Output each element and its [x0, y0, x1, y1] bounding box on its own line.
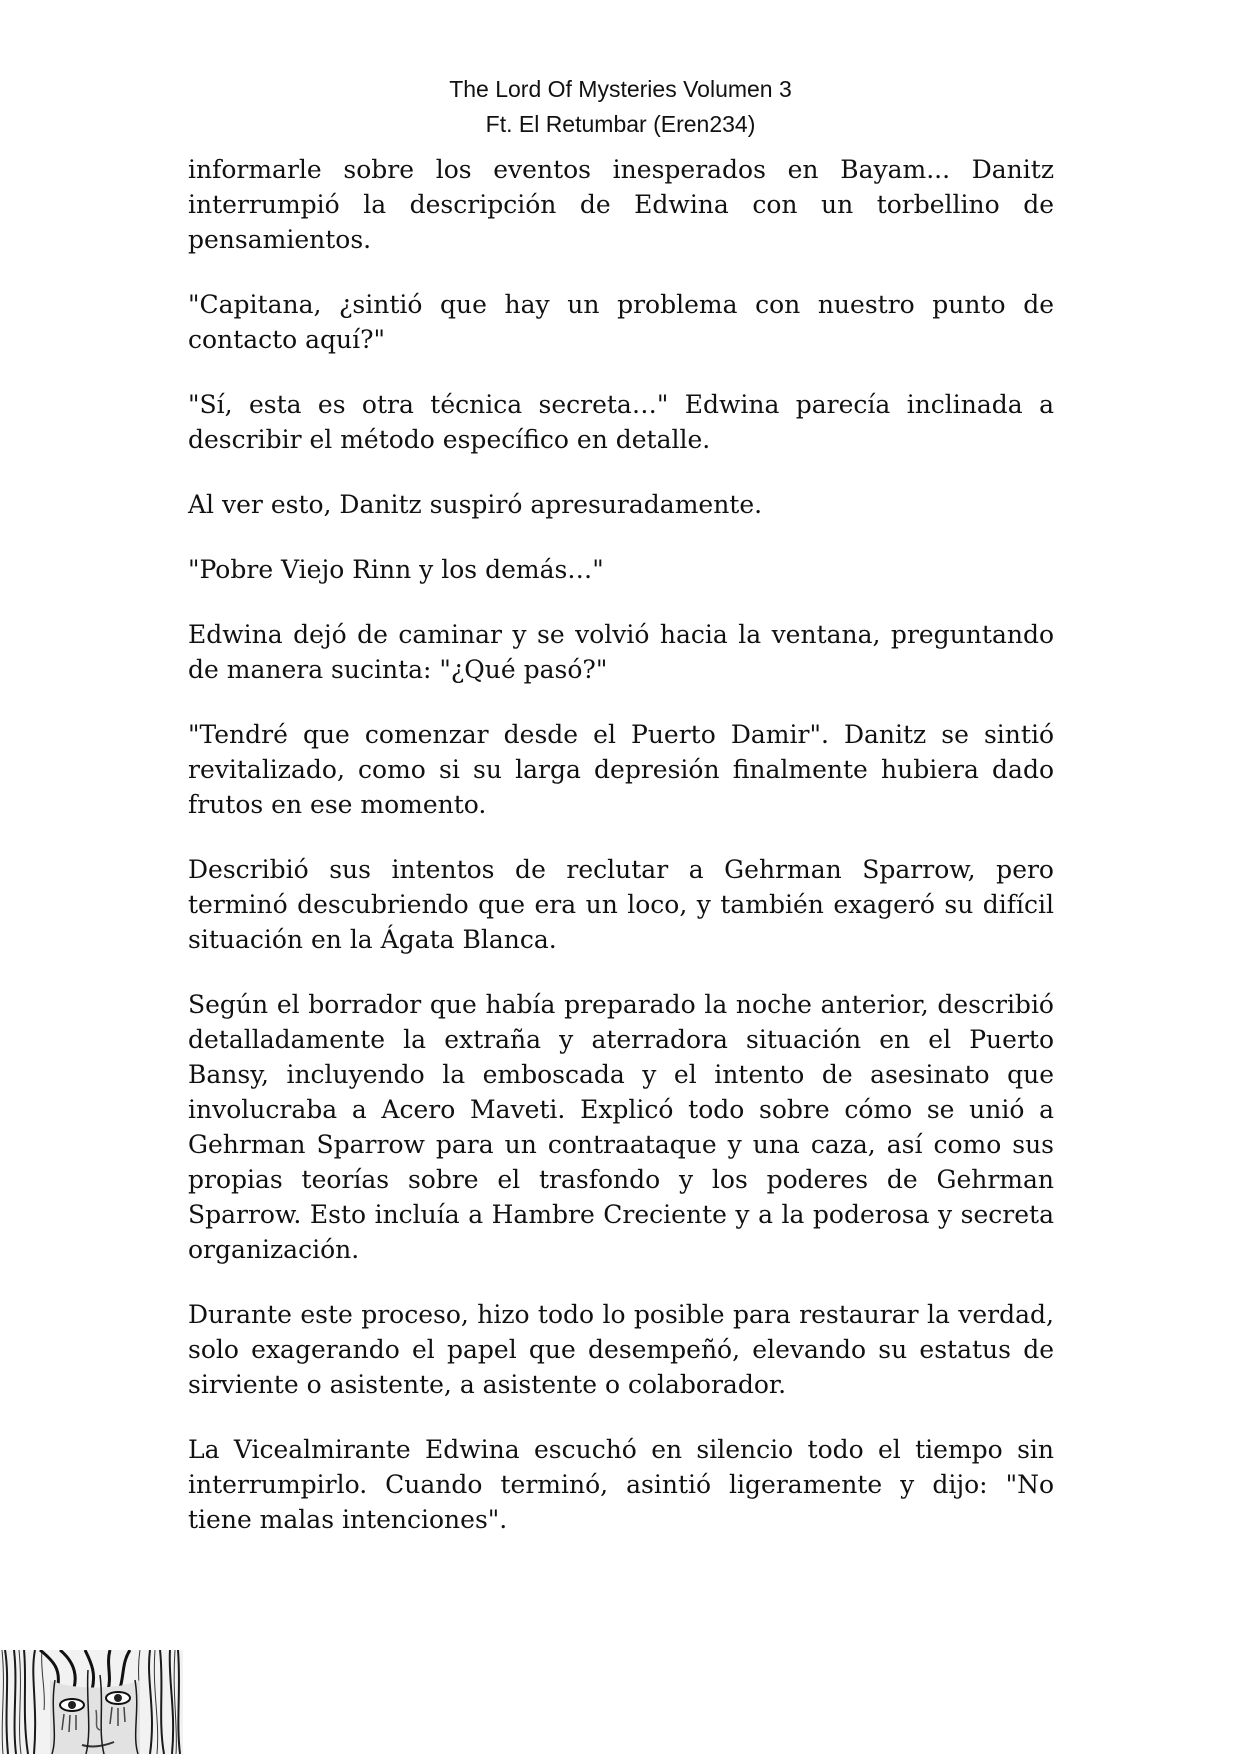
paragraph: "Pobre Viejo Rinn y los demás…": [188, 555, 604, 584]
header-subtitle: Ft. El Retumbar (Eren234): [485, 111, 756, 137]
page-header: [0, 72, 1241, 142]
header-title: The Lord Of Mysteries Volumen 3: [449, 76, 792, 102]
paragraph: "Capitana, ¿sintió que hay un problema con nuestro punto de contacto aquí?": [188, 290, 1054, 354]
paragraph: La Vicealmirante Edwina escuchó en silencio todo el tiempo sin interrumpirlo. Cuando terminó, asintió ligeramente y dijo: "No tiene malas intenciones".: [188, 1435, 1054, 1534]
document-body: [188, 152, 1054, 1567]
paragraph: Durante este proceso, hizo todo lo posible para restaurar la verdad, solo exagerando el papel que desempeñó, elevando su estatus de sirviente o asistente, a asistente o colaborador.: [188, 1300, 1054, 1399]
paragraph: informarle sobre los eventos inesperados en Bayam... Danitz interrumpió la descripción de Edwina con un torbellino de pensamientos.: [188, 155, 1054, 254]
paragraph: "Tendré que comenzar desde el Puerto Damir". Danitz se sintió revitalizado, como si su larga depresión finalmente hubiera dado frutos en ese momento.: [188, 720, 1054, 819]
paragraph: Según el borrador que había preparado la noche anterior, describió detalladamente la extraña y aterradora situación en el Puerto Bansy, incluyendo la emboscada y el intento de asesinato que involucraba a Acero Maveti. Explicó todo sobre cómo se unió a Gehrman Sparrow para un contraataque y una caza, así como sus propias teorías sobre el trasfondo y los poderes de Gehrman Sparrow. Esto incluía a Hambre Creciente y a la poderosa y secreta organización.: [188, 990, 1054, 1264]
character-illustration: [0, 1650, 183, 1754]
paragraph: Describió sus intentos de reclutar a Gehrman Sparrow, pero terminó descubriendo que era un loco, y también exageró su difícil situación en la Ágata Blanca.: [188, 855, 1054, 954]
paragraph: Edwina dejó de caminar y se volvió hacia la ventana, preguntando de manera sucinta: "¿Qué pasó?": [188, 620, 1054, 684]
paragraph: Al ver esto, Danitz suspiró apresuradamente.: [188, 490, 763, 519]
paragraph: "Sí, esta es otra técnica secreta…" Edwina parecía inclinada a describir el método específico en detalle.: [188, 390, 1054, 454]
